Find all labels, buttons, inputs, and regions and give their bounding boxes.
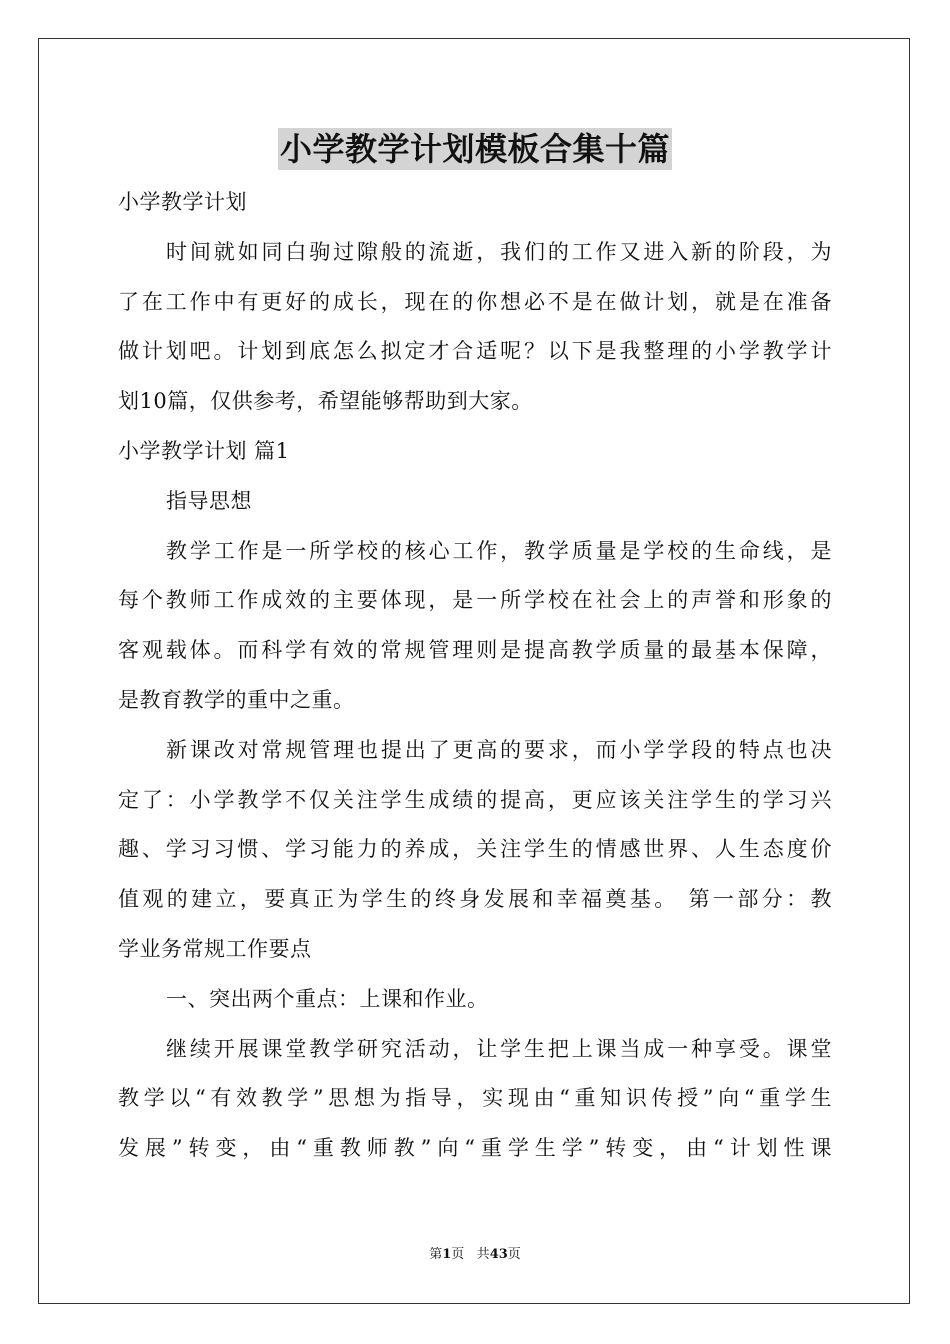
title-container bbox=[0, 128, 950, 170]
paragraph-line: 每个教师工作成效的主要体现，是一所学校在社会上的声誉和形象的 bbox=[118, 588, 832, 613]
page-prefix: 第 bbox=[429, 1247, 443, 1262]
paragraph-line: 定了：小学教学不仅关注学生成绩的提高，更应该关注学生的学习兴 bbox=[118, 787, 832, 812]
paragraph-line: 发展”转变，由“重教师教”向“重学生学”转变，由“计划性课 bbox=[118, 1136, 832, 1161]
page-footer bbox=[0, 1246, 950, 1264]
document-title: 小学教学计划模板合集十篇 bbox=[279, 130, 670, 168]
section-heading: 小学教学计划 bbox=[118, 190, 247, 214]
paragraph-line: 新课改对常规管理也提出了更高的要求，而小学学段的特点也决 bbox=[166, 737, 832, 762]
total-prefix: 共 bbox=[476, 1247, 490, 1262]
paragraph-line: 做计划吧。计划到底怎么拟定才合适呢？以下是我整理的小学教学计 bbox=[118, 339, 832, 364]
paragraph-line: 教学以“有效教学”思想为指导，实现由“重知识传授”向“重学生 bbox=[118, 1086, 832, 1111]
document-body bbox=[118, 178, 832, 1174]
paragraph-line: 时间就如同白驹过隙般的流逝，我们的工作又进入新的阶段，为 bbox=[166, 239, 832, 264]
section-heading: 小学教学计划 篇1 bbox=[118, 438, 290, 463]
total-unit: 页 bbox=[507, 1247, 521, 1262]
paragraph-line: 了在工作中有更好的成长，现在的你想必不是在做计划，就是在准备 bbox=[118, 289, 832, 314]
subsection-heading: 一、突出两个重点：上课和作业。 bbox=[166, 986, 489, 1011]
paragraph-line: 继续开展课堂教学研究活动，让学生把上课当成一种享受。课堂 bbox=[166, 1036, 832, 1061]
paragraph-line: 客观载体。而科学有效的常规管理则是提高教学质量的最基本保障， bbox=[118, 638, 832, 663]
paragraph-line: 划10篇，仅供参考，希望能够帮助到大家。 bbox=[118, 389, 533, 414]
page-unit: 页 bbox=[451, 1247, 465, 1262]
page-current: 1 bbox=[442, 1247, 452, 1262]
paragraph-line: 值观的建立，要真正为学生的终身发展和幸福奠基。 第一部分：教 bbox=[118, 887, 832, 912]
paragraph-line: 教学工作是一所学校的核心工作，教学质量是学校的生命线，是 bbox=[166, 538, 832, 563]
paragraph-line: 是教育教学的重中之重。 bbox=[118, 687, 355, 712]
paragraph-line: 学业务常规工作要点 bbox=[118, 936, 312, 961]
subsection-heading: 指导思想 bbox=[166, 488, 252, 513]
page-total: 43 bbox=[489, 1247, 508, 1262]
paragraph-line: 趣、学习习惯、学习能力的养成，关注学生的情感世界、人生态度价 bbox=[118, 837, 832, 862]
